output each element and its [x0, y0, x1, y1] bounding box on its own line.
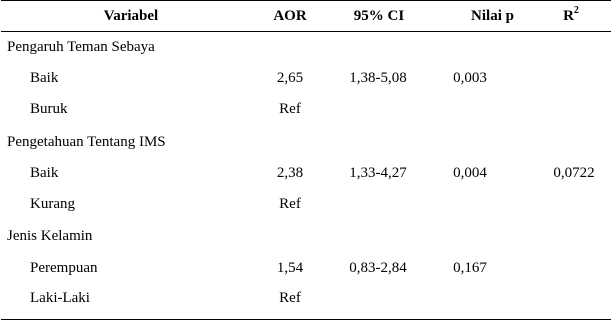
row-aor: Ref: [279, 290, 301, 306]
header-variable: Variabel: [103, 8, 159, 24]
row-aor: 2,65: [276, 70, 304, 86]
row-label: Baik: [30, 165, 59, 181]
group-label-peer-influence: Pengaruh Teman Sebaya: [7, 39, 155, 55]
row-label: Kurang: [30, 196, 75, 212]
header-r-squared: [545, 7, 597, 25]
row-p-value: 0,167: [453, 260, 487, 276]
table-top-rule: [1, 0, 611, 1]
row-ci: 1,38-5,08: [349, 70, 407, 86]
header-rule: [1, 31, 611, 32]
row-ci: 1,33-4,27: [349, 165, 407, 181]
group-label-gender: Jenis Kelamin: [7, 228, 93, 244]
row-label: Laki-Laki: [30, 290, 90, 306]
row-aor: Ref: [279, 196, 301, 212]
row-p-value: 0,003: [453, 70, 487, 86]
row-aor: 2,38: [276, 165, 304, 181]
group-label-ims-knowledge: Pengetahuan Tentang IMS: [7, 134, 166, 150]
r-squared-value: 0,0722: [553, 165, 595, 181]
table-bottom-rule: [1, 319, 611, 320]
row-p-value: 0,004: [453, 165, 487, 181]
row-aor: 1,54: [276, 260, 304, 276]
header-aor: AOR: [273, 8, 307, 24]
header-r-squared-base: R: [563, 8, 574, 24]
row-ci: 0,83-2,84: [349, 260, 407, 276]
row-label: Perempuan: [30, 260, 98, 276]
row-aor: Ref: [279, 101, 301, 117]
row-label: Baik: [30, 70, 59, 86]
header-p-value: Nilai p: [471, 8, 514, 24]
header-r-squared-superscript: 2: [573, 5, 579, 16]
row-label: Buruk: [30, 101, 68, 117]
header-ci: 95% CI: [353, 8, 405, 24]
